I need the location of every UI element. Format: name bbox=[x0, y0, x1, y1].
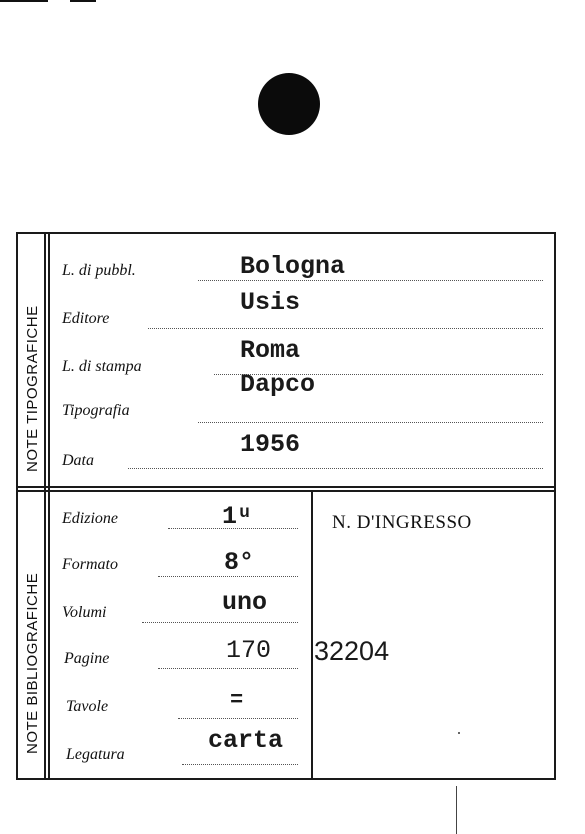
edition-label: Edizione bbox=[62, 510, 118, 527]
edge-mark bbox=[0, 0, 48, 2]
edge-mark bbox=[70, 0, 96, 2]
stray-dot bbox=[458, 732, 460, 734]
accession-number: 32204 bbox=[314, 636, 390, 666]
pages-value: 170 bbox=[226, 636, 272, 665]
edition-value: 1ᵘ bbox=[222, 502, 253, 531]
volumes-dotted-line bbox=[142, 622, 298, 623]
date-dotted-line bbox=[128, 468, 543, 469]
place-value: Bologna bbox=[240, 252, 346, 281]
plates-dotted-line bbox=[178, 718, 298, 719]
binding-label: Legatura bbox=[66, 746, 125, 763]
format-label: Formato bbox=[62, 556, 118, 573]
accession-divider bbox=[311, 492, 313, 778]
printer-label: Tipografia bbox=[62, 402, 130, 419]
place-label: L. di pubbl. bbox=[62, 262, 136, 279]
print-place-value: Roma bbox=[240, 336, 301, 365]
pages-label: Pagine bbox=[64, 650, 110, 667]
date-value: 1956 bbox=[240, 430, 301, 459]
side-label-bibliographic: NOTE BIBLIOGRAFICHE bbox=[24, 572, 41, 754]
section-divider bbox=[18, 486, 554, 488]
binding-dotted-line bbox=[182, 764, 298, 765]
publisher-dotted-line bbox=[148, 328, 543, 329]
plates-label: Tavole bbox=[66, 698, 109, 715]
volumes-label: Volumi bbox=[62, 604, 107, 621]
pages-dotted-line bbox=[158, 668, 298, 669]
publisher-value: Usis bbox=[240, 288, 301, 317]
catalog-card bbox=[16, 232, 556, 780]
printer-value: Dapco bbox=[240, 370, 316, 399]
side-divider bbox=[48, 234, 50, 778]
section-divider bbox=[18, 490, 554, 492]
binding-value: carta bbox=[208, 726, 284, 755]
stray-mark bbox=[456, 786, 457, 834]
accession-header: N. D'INGRESSO bbox=[332, 512, 472, 533]
plates-value: = bbox=[230, 688, 244, 713]
punch-hole bbox=[258, 73, 320, 135]
format-value: 8° bbox=[224, 548, 255, 577]
side-divider bbox=[44, 234, 46, 778]
print-place-label: L. di stampa bbox=[62, 358, 142, 375]
date-label: Data bbox=[62, 452, 94, 469]
publisher-label: Editore bbox=[62, 310, 110, 327]
printer-dotted-line bbox=[198, 422, 543, 423]
volumes-value: uno bbox=[222, 588, 268, 617]
side-label-typographic: NOTE TIPOGRAFICHE bbox=[24, 305, 41, 472]
